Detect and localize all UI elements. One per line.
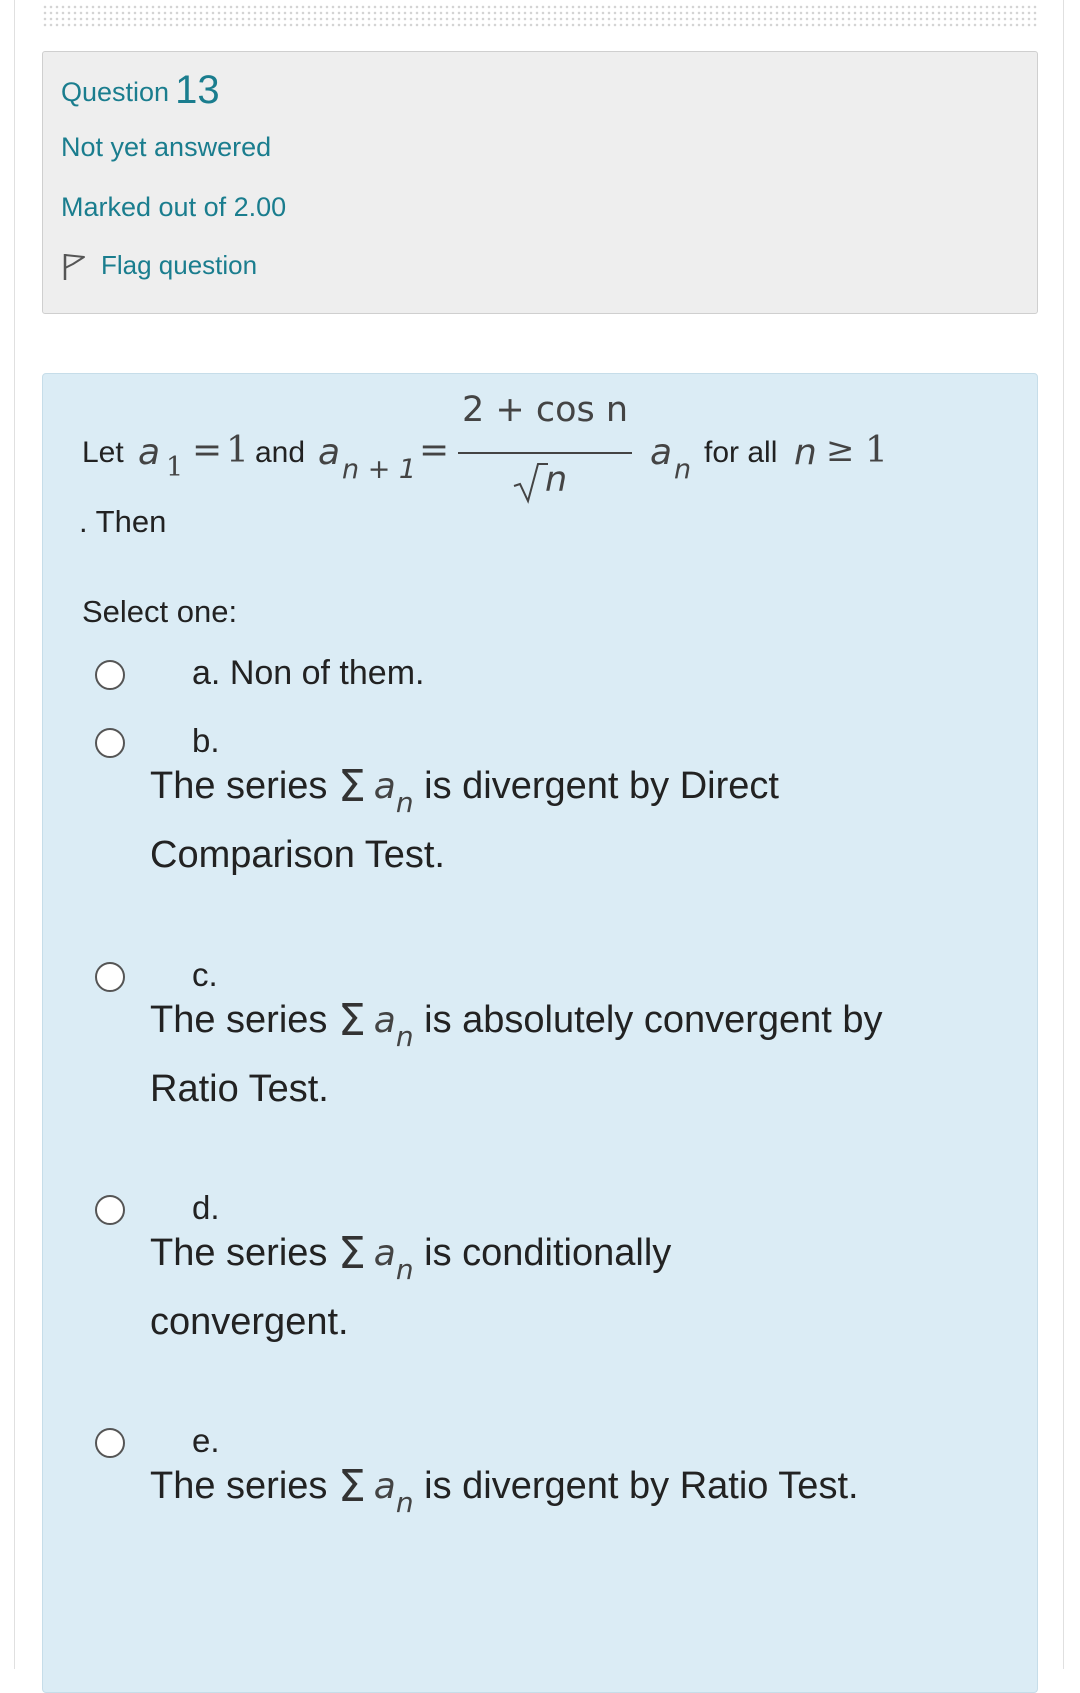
math-ge: ≥ — [826, 430, 855, 470]
let-text: Let — [82, 436, 124, 469]
math-an: $a_n$ — [373, 1233, 414, 1286]
math-one: 1 — [865, 430, 888, 471]
question-info-panel — [42, 51, 1038, 314]
math-sub-n1: n + 1 — [342, 454, 417, 485]
fraction-bar — [458, 452, 632, 454]
fraction-numerator: 2 + cos n — [462, 390, 629, 430]
option-text: The series Σ $a_n$ is divergent by Ratio Test. — [150, 1461, 859, 1519]
question-number-value: 13 — [175, 68, 220, 112]
question-text — [82, 388, 982, 508]
option-letter: e. — [192, 1422, 220, 1459]
option-letter: b. — [192, 722, 220, 759]
math-one: 1 — [226, 430, 249, 471]
option-text: The series Σ $a_n$ is divergent by Direct Comparison Test. — [150, 761, 779, 876]
math-a: a — [650, 432, 673, 473]
radio-button[interactable] — [95, 660, 125, 690]
and-text: and — [255, 436, 306, 469]
math-a: a — [138, 432, 161, 473]
radio-button[interactable] — [95, 1195, 125, 1225]
flag-question-label: Flag question — [101, 250, 258, 280]
math-an: $a_n$ — [373, 1000, 414, 1053]
option-letter: c. — [192, 956, 218, 993]
then-text: . Then — [79, 504, 167, 539]
question-number — [61, 68, 220, 113]
question-state: Not yet answered — [61, 132, 272, 162]
question-grade: Marked out of 2.00 — [61, 192, 287, 222]
math-n: n — [794, 432, 817, 473]
option-letter: d. — [192, 1189, 220, 1226]
question-content — [42, 373, 1038, 1693]
math-equals: = — [419, 430, 450, 471]
select-one-label: Select one: — [82, 594, 238, 629]
math-an: $a_n$ — [373, 1466, 414, 1519]
sqrt-icon — [512, 462, 548, 504]
sigma-symbol: Σ — [337, 1461, 366, 1512]
fraction-denominator: n — [545, 460, 568, 500]
dotted-divider — [42, 4, 1038, 28]
option-text: The series Σ $a_n$ is conditionally convergent. — [150, 1228, 672, 1343]
flag-question-link[interactable] — [61, 250, 257, 281]
sigma-symbol: Σ — [337, 995, 366, 1046]
radio-button[interactable] — [95, 962, 125, 992]
for-all-text: for all — [704, 436, 778, 469]
math-sub-n: n — [674, 454, 692, 485]
option-text: The series Σ $a_n$ is absolutely convergent by Ratio Test. — [150, 995, 883, 1110]
option-label: a. Non of them. — [192, 654, 425, 692]
math-a: a — [318, 432, 341, 473]
math-an: $a_n$ — [373, 766, 414, 819]
radio-button[interactable] — [95, 1428, 125, 1458]
sigma-symbol: Σ — [337, 1228, 366, 1279]
math-sub-1: 1 — [166, 452, 184, 483]
math-equals: = — [192, 430, 223, 471]
radio-button[interactable] — [95, 728, 125, 758]
sigma-symbol: Σ — [337, 761, 366, 812]
flag-icon — [61, 251, 87, 281]
question-label: Question — [61, 77, 170, 107]
